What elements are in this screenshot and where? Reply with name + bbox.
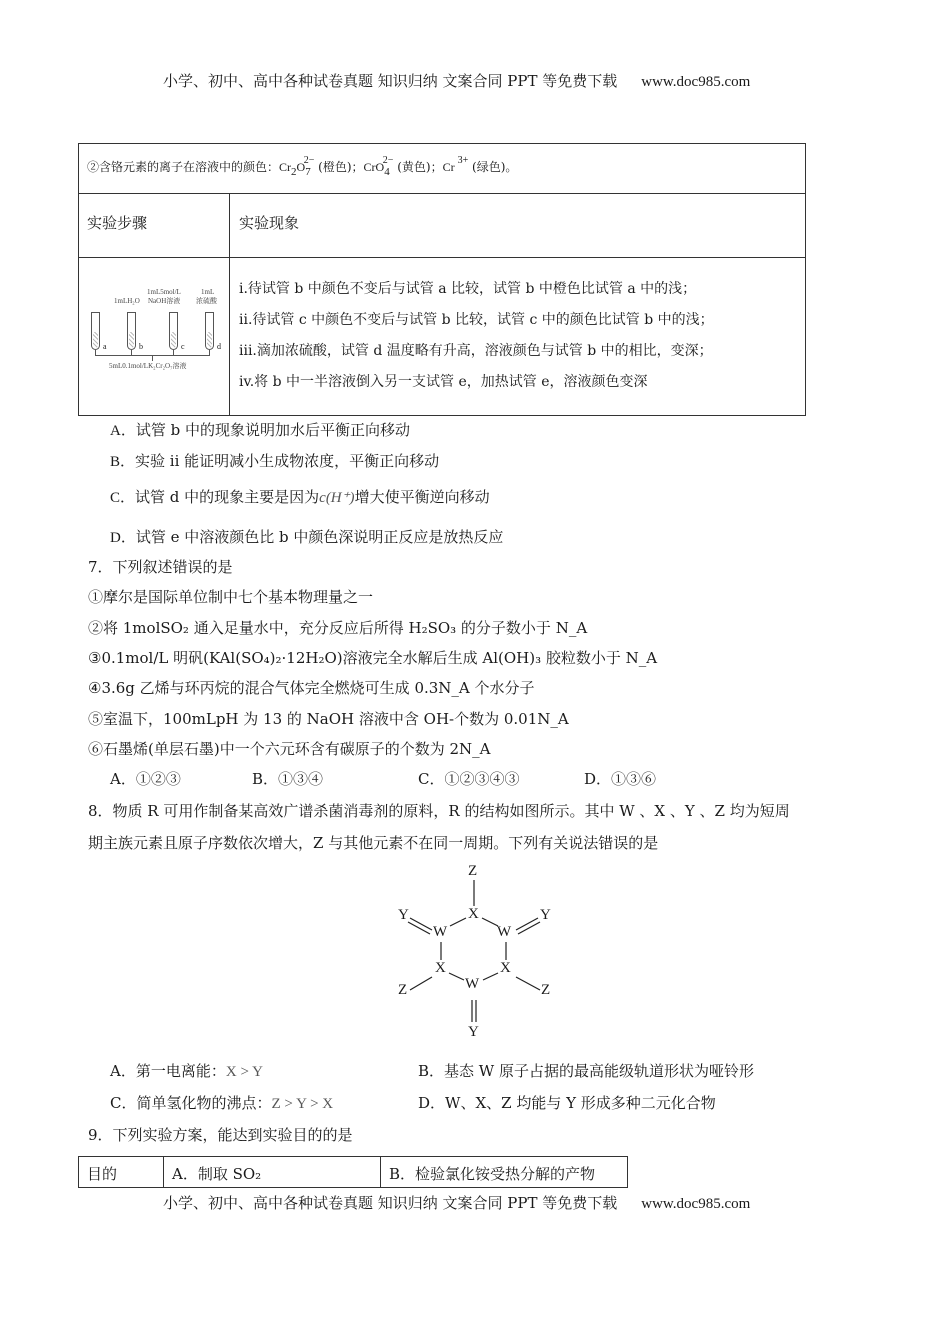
atom-y-left: Y [398,907,409,923]
q8-option-c[interactable]: C．简单氢化物的沸点：Z > Y > X [110,1094,334,1112]
math-c-h: c(H⁺) [319,490,355,506]
q7-stem: 7．下列叙述错误的是 [88,558,233,576]
q7-statement-1: ①摩尔是国际单位制中七个基本物理量之一 [88,588,374,606]
reagent-water: 1mLH₂O [114,297,140,305]
q6-option-a[interactable]: A．试管 b 中的现象说明加水后平衡正向移动 [110,421,410,439]
test-tube-c [169,312,178,350]
atom-z-top: Z [468,863,478,879]
q7-option-a[interactable]: A．①②③ [110,770,181,788]
note-prefix: ②含铬元素的离子在溶液中的颜色： [87,160,280,174]
test-tube-d [205,312,214,350]
observation-iv: iv.将 b 中一半溶液倒入另一支试管 e，加热试管 e，溶液颜色变深 [239,374,648,390]
q8-option-b[interactable]: B．基态 W 原子占据的最高能级轨道形状为哑铃形 [418,1062,754,1080]
q8-stem-line1: 8．物质 R 可用作制备某高效广谱杀菌消毒剂的原料，R 的结构如图所示。其中 W 、X 、Y 、Z 均为短周 [88,802,790,820]
q7-statement-5: ⑤室温下，100mLpH 为 13 的 NaOH 溶液中含 OH-个数为 0.01N_A [88,710,569,728]
test-tube-a [91,312,100,350]
q7-statement-4: ④3.6g 乙烯与环丙烷的混合气体完全燃烧可生成 0.3N_A 个水分子 [88,679,535,697]
tube-label-c: c [181,342,185,351]
q6-option-b[interactable]: B．实验 ii 能证明减小生成物浓度，平衡正向移动 [110,452,440,470]
q6-option-c[interactable]: C．试管 d 中的现象主要是因为c(H⁺)增大使平衡逆向移动 [110,488,490,506]
q7-option-b[interactable]: B．①③④ [252,770,324,788]
atom-y-bottom: Y [468,1024,479,1040]
watermark-text: 小学、初中、高中各种试卷真题 知识归纳 文案合同 PPT 等免费下载 [163,72,618,90]
reagent-naoh: NaOH溶液 [148,297,181,305]
watermark-url[interactable]: www.doc985.com [641,74,751,90]
q9-option-b[interactable]: B．检验氯化铵受热分解的产物 [389,1165,596,1183]
q8-option-a[interactable]: A．第一电离能：X > Y [110,1062,263,1080]
observation-iii: iii.滴加浓硫酸，试管 d 温度略有升高，溶液颜色与试管 b 中的相比，变深； [239,343,713,359]
q9-header-purpose: 目的 [79,1157,164,1187]
atom-x-right: X [500,960,511,976]
reagent-naoh-conc: 1mL5mol/L [147,288,181,296]
q8-option-d[interactable]: D．W、X、Z 均能与 Y 形成多种二元化合物 [418,1094,716,1112]
observation-i: i.待试管 b 中颜色不变后与试管 a 比较，试管 b 中橙色比试管 a 中的浅； [239,281,697,297]
header-watermark [163,70,750,91]
column-divider [229,194,230,415]
q7-option-c[interactable]: C．①②③④③ [418,770,520,788]
experiment-table [78,143,806,416]
ion-chromium3: Cr $^{3+}$ [442,155,469,174]
header-phenomena: 实验现象 [239,214,300,232]
ion-chromate: $CrO4^{2-}$ [363,155,394,178]
atom-w-left: W [433,924,448,940]
header-steps: 实验步骤 [87,214,148,232]
tube-label-b: b [139,342,143,351]
atom-z-right: Z [541,982,551,998]
watermark-text: 小学、初中、高中各种试卷真题 知识归纳 文案合同 PPT 等免费下载 [163,1194,618,1212]
atom-z-left: Z [398,982,408,998]
q9-table [78,1156,628,1188]
test-tube-diagram [81,264,227,374]
q7-option-d[interactable]: D．①③⑥ [584,770,657,788]
table-note-row [79,144,805,194]
base-solution-label: 5mL0.1mol/LK₂Cr₂O₇溶液 [109,362,187,370]
atom-w-right: W [497,924,512,940]
molecular-structure-r [380,860,580,1050]
tube-label-d: d [217,342,221,351]
test-tube-b [127,312,136,350]
tube-label-a: a [103,342,107,351]
q9-option-a[interactable]: A．制取 SO₂ [164,1157,381,1187]
q6-option-d[interactable]: D．试管 e 中溶液颜色比 b 中颜色深说明正反应是放热反应 [110,528,504,546]
atom-y-right: Y [540,907,551,923]
atom-x-top: X [468,906,479,922]
q7-statement-3: ③0.1mol/L 明矾(KAl(SO₄)₂·12H₂O)溶液完全水解后生成 Al(OH)₃ 胶粒数小于 N_A [88,649,658,667]
atom-x-left: X [435,960,446,976]
reagent-h2so4: 浓硫酸 [196,297,217,305]
q7-statement-6: ⑥石墨烯(单层石墨)中一个六元环含有碳原子的个数为 2N_A [88,740,491,758]
observation-ii: ii.待试管 c 中颜色不变后与试管 b 比较，试管 c 中的颜色比试管 b 中的浅； [239,312,714,328]
q7-statement-2: ②将 1molSO₂ 通入足量水中，充分反应后所得 H₂SO₃ 的分子数小于 N_A [88,619,588,637]
footer-watermark [163,1192,750,1213]
atom-w-bottom: W [465,976,480,992]
q8-stem-line2: 期主族元素且原子序数依次增大，Z 与其他元素不在同一周期。下列有关说法错误的是 [88,834,659,852]
reagent-acid-vol: 1mL [201,288,215,296]
watermark-url[interactable]: www.doc985.com [641,1196,751,1212]
table-header-row [79,194,805,258]
structure-bonds [380,860,580,1050]
q9-stem: 9．下列实验方案，能达到实验目的的是 [88,1126,353,1144]
ion-dichromate: $Cr2O7^{2-}$ [279,155,315,178]
chromium-ion-color-note: ②含铬元素的离子在溶液中的颜色：$Cr2O7^{2-}$ (橙色)；$CrO4^{2-}$ (黄色)；Cr $^{3+}$ (绿色)。 [87,155,518,178]
